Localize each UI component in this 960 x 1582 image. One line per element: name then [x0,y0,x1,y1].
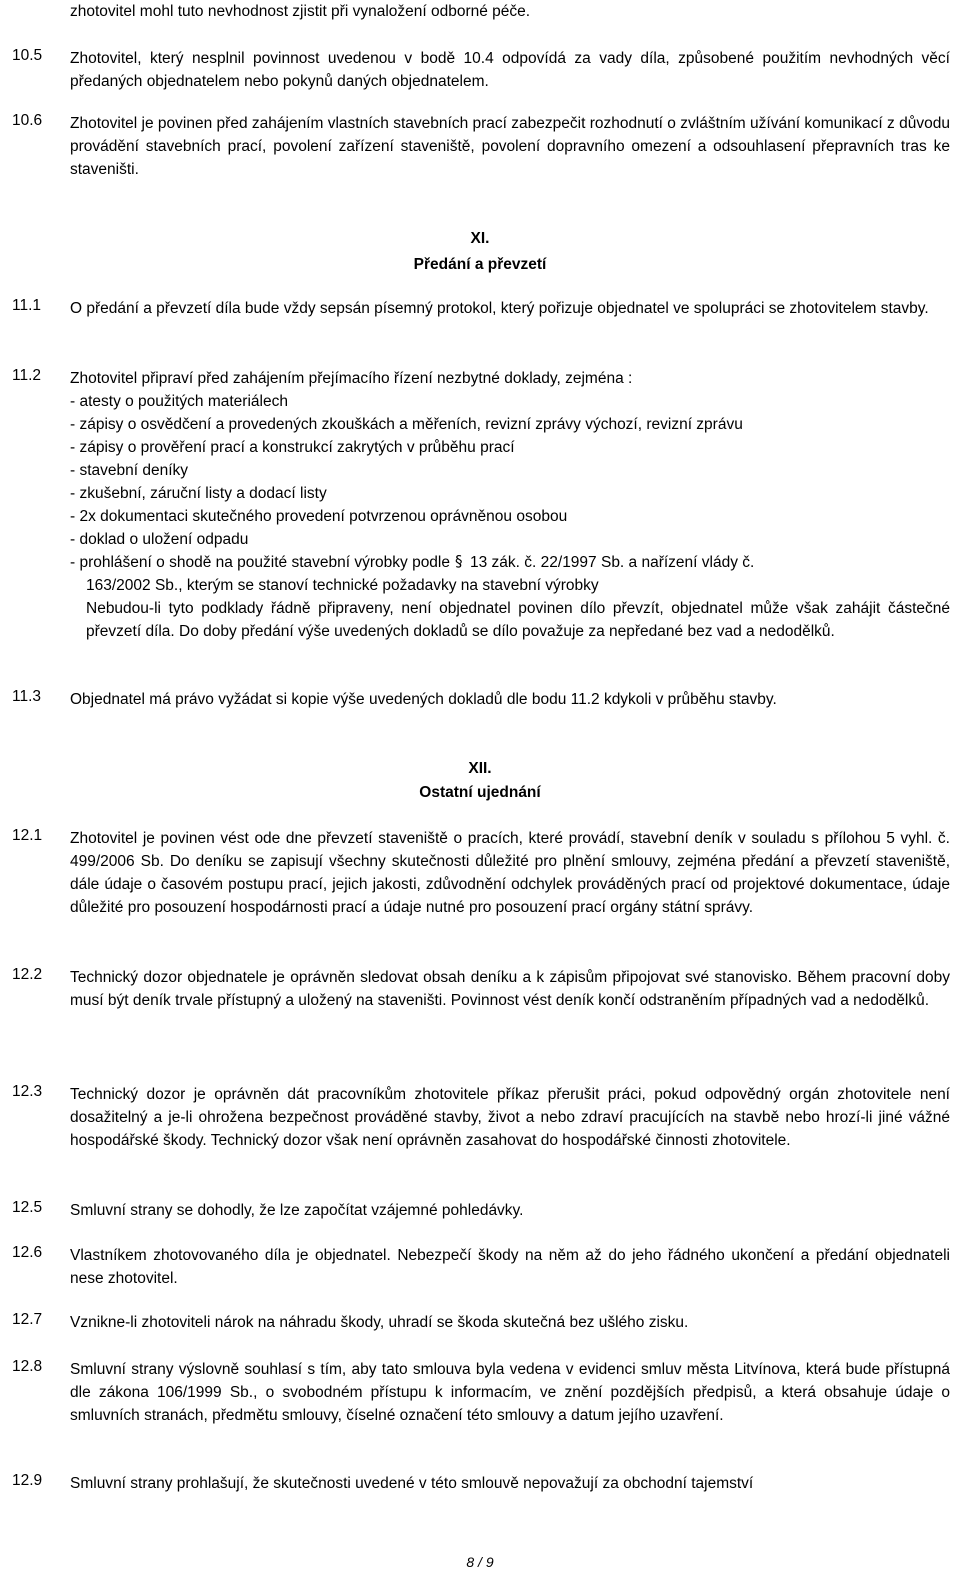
paragraph-number: 12.9 [12,1472,43,1489]
paragraph-text: Vznikne-li zhotoviteli nárok na náhradu škody, uhradí se škoda skutečná bez ušlého zisku. [70,1314,689,1331]
paragraph-text: zhotovitel mohl tuto nevhodnost zjistit při vynaložení odborné péče. [70,3,531,20]
section-sign-icon [454,552,466,570]
paragraph-text: Technický dozor je oprávněn dát pracovníkům zhotovitele příkaz přerušit práci, pokud odpovědný orgán zhotovitele není dosažitelný a je-li ohrožena bezpečnost prováděné stavby, život a nebo zdraví pracujících na stavbě nebo hrozí-li jiné vážné hospodářské škody. Technický dozor však není oprávněn zasahovat do hospodářské činnosti zhotovitele. [70,1086,950,1149]
paragraph-number: 10.5 [12,47,43,64]
list-item-text: 13 zák. č. 22/1997 Sb. a nařízení vlády č. [470,554,755,571]
paragraph-text: Smluvní strany se dohodly, že lze započítat vzájemné pohledávky. [70,1202,524,1219]
svg-text:§: § [455,552,463,570]
paragraph-number: 11.3 [12,688,42,705]
paragraph-12-7 [12,1311,950,1334]
paragraph-note: Nebudou-li tyto podklady řádně připraveny, není objednatel povinen dílo převzít, objednatel může však zahájit částečné převzetí díla. Do doby předání výše uvedených dokladů se dílo považuje za nepředané bez vad a nedodělků. [86,600,950,640]
paragraph-12-1 [12,827,950,919]
paragraph-text: Zhotovitel je povinen před zahájením vlastních stavebních prací zabezpečit rozhodnutí o zvláštním užívání komunikací z důvodu provádění stavebních prací, povolení zařízení staveniště, povolení dopravního omezení a odsouhlasení přepravních tras ke staveništi. [70,115,950,178]
paragraph-continuation [12,0,950,23]
paragraph-10-5 [12,47,950,93]
paragraph-number: 10.6 [12,112,43,129]
paragraph-11-1 [12,297,950,320]
paragraph-text: Objednatel má právo vyžádat si kopie výše uvedených dokladů dle bodu 11.2 kdykoli v průběhu stavby. [70,691,777,708]
paragraph-number: 12.8 [12,1358,43,1375]
paragraph-10-6 [12,112,950,181]
paragraph-number: 12.1 [12,827,43,844]
paragraph-text: Smluvní strany výslovně souhlasí s tím, aby tato smlouva byla vedena v evidenci smluv města Litvínova, která bude přístupná dle zákona 106/1999 Sb., o svobodném přístupu k informacím, ve znění pozdějších předpisů, a která obsahuje údaje o smluvních stranách, předmětu smlouvy, číselné označení této smlouvy a datum jejího uzavření. [70,1361,950,1424]
paragraph-11-2 [12,367,950,643]
paragraph-text: Technický dozor objednatele je oprávněn sledovat obsah deníku a k zápisům připojovat své stanovisko. Během pracovní doby musí být deník trvale přístupný a uložený na staveništi. Povinnost vést deník končí odstraněním případných vad a nedodělků. [70,969,950,1009]
list-item: - atesty o použitých materiálech [70,393,288,410]
list-item-continuation: 163/2002 Sb., kterým se stanoví technické požadavky na stavební výrobky [86,577,599,594]
paragraph-12-6 [12,1244,950,1290]
paragraph-text: Vlastníkem zhotovovaného díla je objednatel. Nebezpečí škody na něm až do jeho řádného ukončení a předání objednateli nese zhotovitel. [70,1247,950,1287]
list-item-text: - prohlášení o shodě na použité stavební výrobky podle [70,554,450,571]
paragraph-text: Zhotovitel je povinen vést ode dne převzetí staveniště o pracích, které provádí, stavební deník v souladu s přílohou 5 vyhl. č. 499/2006 Sb. Do deníku se zapisují všechny skutečnosti důležité pro plnění smlouvy, zejména předání a převzetí staveniště, dále údaje o časovém postupu prací, jejich jakosti, zdůvodnění odchylek prováděných prací od projektové dokumentace, údaje důležité pro posouzení hospodárnosti prací a údaje nutné pro posouzení prací orgány státní správy. [70,830,950,916]
list-item: - zápisy o prověření prací a konstrukcí zakrytých v průběhu prací [70,439,515,456]
list-item: - zápisy o osvědčení a provedených zkouškách a měřeních, revizní zprávy výchozí, revizní zprávu [70,416,743,433]
paragraph-11-3 [12,688,950,711]
section-title: Předání a převzetí [413,256,547,273]
paragraph-intro: Zhotovitel připraví před zahájením přejímacího řízení nezbytné doklady, zejména : [70,370,633,387]
list-item: - zkušební, záruční listy a dodací listy [70,485,327,502]
section-number: XI. [470,230,490,247]
paragraph-12-8 [12,1358,950,1427]
list-item: - stavební deníky [70,462,189,479]
list-item: - 2x dokumentaci skutečného provedení potvrzenou oprávněnou osobou [70,508,568,525]
paragraph-12-2 [12,966,950,1012]
paragraph-12-9 [12,1472,950,1495]
paragraph-number: 12.6 [12,1244,43,1261]
section-number: XII. [468,760,492,777]
paragraph-text: O předání a převzetí díla bude vždy sepsán písemný protokol, který pořizuje objednatel ve spolupráci se zhotovitelem stavby. [70,300,929,317]
paragraph-number: 12.3 [12,1083,43,1100]
section-title: Ostatní ujednání [419,784,541,801]
list-item [70,551,950,574]
paragraph-12-5 [12,1199,950,1222]
paragraph-number: 12.7 [12,1311,43,1328]
paragraph-number: 12.5 [12,1199,43,1216]
paragraph-text: Zhotovitel, který nesplnil povinnost uvedenou v bodě 10.4 odpovídá za vady díla, způsobené použitím nevhodných věcí předaných objednatelem nebo pokynů daných objednatelem. [70,50,950,90]
paragraph-number: 11.1 [12,297,42,314]
paragraph-12-3 [12,1083,950,1152]
paragraph-number: 11.2 [12,367,42,384]
list-item: - doklad o uložení odpadu [70,531,249,548]
paragraph-text: Smluvní strany prohlašují, že skutečnosti uvedené v této smlouvě nepovažují za obchodní tajemství [70,1475,754,1492]
page-number: 8 / 9 [466,1554,494,1570]
paragraph-number: 12.2 [12,966,43,983]
paragraph-body [70,367,950,643]
